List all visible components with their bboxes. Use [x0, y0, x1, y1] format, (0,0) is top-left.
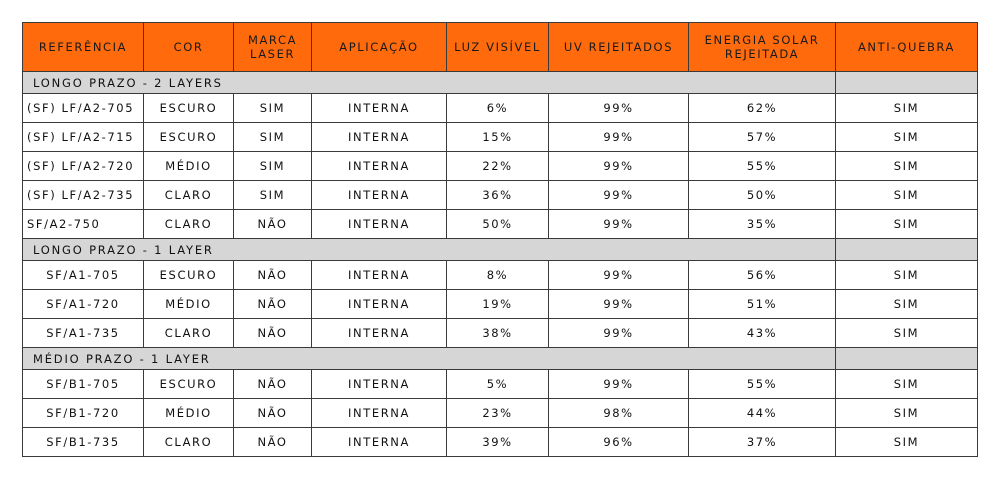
section-row — [23, 239, 978, 261]
cell-energia-solar-rejeitada: 50% — [689, 181, 836, 210]
cell-luz-visivel: 8% — [447, 261, 549, 290]
cell-marca-laser: NÃO — [234, 428, 312, 457]
cell-energia-solar-rejeitada: 57% — [689, 123, 836, 152]
cell-luz-visivel: 39% — [447, 428, 549, 457]
cell-energia-solar-rejeitada: 55% — [689, 152, 836, 181]
cell-cor: CLARO — [144, 319, 234, 348]
cell-cor: CLARO — [144, 428, 234, 457]
header-marca-laser: MARCA LASER — [234, 23, 312, 72]
cell-referencia: (SF) LF/A2-715 — [23, 123, 144, 152]
cell-aplicacao: INTERNA — [312, 94, 447, 123]
cell-energia-solar-rejeitada: 56% — [689, 261, 836, 290]
cell-referencia: SF/A2-750 — [23, 210, 144, 239]
cell-aplicacao: INTERNA — [312, 261, 447, 290]
cell-luz-visivel: 5% — [447, 370, 549, 399]
cell-energia-solar-rejeitada: 62% — [689, 94, 836, 123]
header-anti-quebra: ANTI-QUEBRA — [836, 23, 978, 72]
section-blank-cell — [836, 348, 978, 370]
section-row — [23, 72, 978, 94]
cell-aplicacao: INTERNA — [312, 319, 447, 348]
cell-cor: ESCURO — [144, 94, 234, 123]
header-cor: COR — [144, 23, 234, 72]
cell-energia-solar-rejeitada: 51% — [689, 290, 836, 319]
table-row — [23, 399, 978, 428]
cell-aplicacao: INTERNA — [312, 123, 447, 152]
cell-aplicacao: INTERNA — [312, 152, 447, 181]
table-row — [23, 210, 978, 239]
cell-marca-laser: NÃO — [234, 290, 312, 319]
table-row — [23, 370, 978, 399]
cell-luz-visivel: 15% — [447, 123, 549, 152]
section-title: MÉDIO PRAZO - 1 LAYER — [23, 348, 836, 370]
cell-luz-visivel: 19% — [447, 290, 549, 319]
cell-energia-solar-rejeitada: 35% — [689, 210, 836, 239]
cell-aplicacao: INTERNA — [312, 210, 447, 239]
cell-uv-rejeitados: 98% — [549, 399, 689, 428]
cell-uv-rejeitados: 99% — [549, 152, 689, 181]
cell-cor: MÉDIO — [144, 152, 234, 181]
section-title: LONGO PRAZO - 2 LAYERS — [23, 72, 836, 94]
cell-anti-quebra: SIM — [836, 399, 978, 428]
cell-marca-laser: NÃO — [234, 370, 312, 399]
cell-anti-quebra: SIM — [836, 181, 978, 210]
cell-referencia: (SF) LF/A2-720 — [23, 152, 144, 181]
cell-anti-quebra: SIM — [836, 261, 978, 290]
header-aplicacao: APLICAÇÃO — [312, 23, 447, 72]
header-luz-visivel: LUZ VISÍVEL — [447, 23, 549, 72]
cell-uv-rejeitados: 99% — [549, 319, 689, 348]
cell-referencia: SF/B1-720 — [23, 399, 144, 428]
section-blank-cell — [836, 239, 978, 261]
cell-marca-laser: SIM — [234, 94, 312, 123]
cell-referencia: SF/B1-735 — [23, 428, 144, 457]
section-title: LONGO PRAZO - 1 LAYER — [23, 239, 836, 261]
cell-uv-rejeitados: 99% — [549, 261, 689, 290]
cell-marca-laser: NÃO — [234, 319, 312, 348]
cell-marca-laser: NÃO — [234, 261, 312, 290]
cell-cor: ESCURO — [144, 370, 234, 399]
cell-referencia: (SF) LF/A2-705 — [23, 94, 144, 123]
cell-anti-quebra: SIM — [836, 319, 978, 348]
cell-aplicacao: INTERNA — [312, 399, 447, 428]
header-energia-solar-rejeitada: ENERGIA SOLAR REJEITADA — [689, 23, 836, 72]
cell-uv-rejeitados: 99% — [549, 290, 689, 319]
header-row — [23, 23, 978, 72]
table-header — [23, 23, 978, 72]
cell-uv-rejeitados: 96% — [549, 428, 689, 457]
cell-uv-rejeitados: 99% — [549, 210, 689, 239]
table-row — [23, 123, 978, 152]
table-row — [23, 319, 978, 348]
table-body — [23, 72, 978, 457]
cell-referencia: SF/A1-735 — [23, 319, 144, 348]
cell-luz-visivel: 38% — [447, 319, 549, 348]
cell-cor: MÉDIO — [144, 290, 234, 319]
cell-marca-laser: NÃO — [234, 399, 312, 428]
table-row — [23, 428, 978, 457]
cell-aplicacao: INTERNA — [312, 370, 447, 399]
cell-cor: MÉDIO — [144, 399, 234, 428]
cell-uv-rejeitados: 99% — [549, 94, 689, 123]
cell-referencia: SF/B1-705 — [23, 370, 144, 399]
cell-anti-quebra: SIM — [836, 152, 978, 181]
cell-referencia: (SF) LF/A2-735 — [23, 181, 144, 210]
cell-marca-laser: NÃO — [234, 210, 312, 239]
cell-referencia: SF/A1-720 — [23, 290, 144, 319]
cell-luz-visivel: 36% — [447, 181, 549, 210]
cell-luz-visivel: 50% — [447, 210, 549, 239]
cell-uv-rejeitados: 99% — [549, 123, 689, 152]
cell-referencia: SF/A1-705 — [23, 261, 144, 290]
table-row — [23, 290, 978, 319]
cell-anti-quebra: SIM — [836, 123, 978, 152]
cell-cor: ESCURO — [144, 261, 234, 290]
cell-cor: CLARO — [144, 210, 234, 239]
cell-cor: CLARO — [144, 181, 234, 210]
cell-anti-quebra: SIM — [836, 94, 978, 123]
cell-luz-visivel: 22% — [447, 152, 549, 181]
cell-aplicacao: INTERNA — [312, 428, 447, 457]
cell-anti-quebra: SIM — [836, 290, 978, 319]
table-row — [23, 181, 978, 210]
cell-uv-rejeitados: 99% — [549, 181, 689, 210]
cell-anti-quebra: SIM — [836, 210, 978, 239]
section-row — [23, 348, 978, 370]
cell-energia-solar-rejeitada: 43% — [689, 319, 836, 348]
cell-marca-laser: SIM — [234, 123, 312, 152]
cell-uv-rejeitados: 99% — [549, 370, 689, 399]
cell-energia-solar-rejeitada: 44% — [689, 399, 836, 428]
cell-marca-laser: SIM — [234, 152, 312, 181]
cell-aplicacao: INTERNA — [312, 290, 447, 319]
cell-luz-visivel: 6% — [447, 94, 549, 123]
table-row — [23, 261, 978, 290]
cell-anti-quebra: SIM — [836, 428, 978, 457]
cell-luz-visivel: 23% — [447, 399, 549, 428]
cell-energia-solar-rejeitada: 55% — [689, 370, 836, 399]
product-spec-table — [22, 22, 978, 457]
cell-aplicacao: INTERNA — [312, 181, 447, 210]
cell-cor: ESCURO — [144, 123, 234, 152]
cell-marca-laser: SIM — [234, 181, 312, 210]
cell-anti-quebra: SIM — [836, 370, 978, 399]
cell-energia-solar-rejeitada: 37% — [689, 428, 836, 457]
table-row — [23, 152, 978, 181]
table-row — [23, 94, 978, 123]
header-uv-rejeitados: UV REJEITADOS — [549, 23, 689, 72]
section-blank-cell — [836, 72, 978, 94]
header-referencia: REFERÊNCIA — [23, 23, 144, 72]
